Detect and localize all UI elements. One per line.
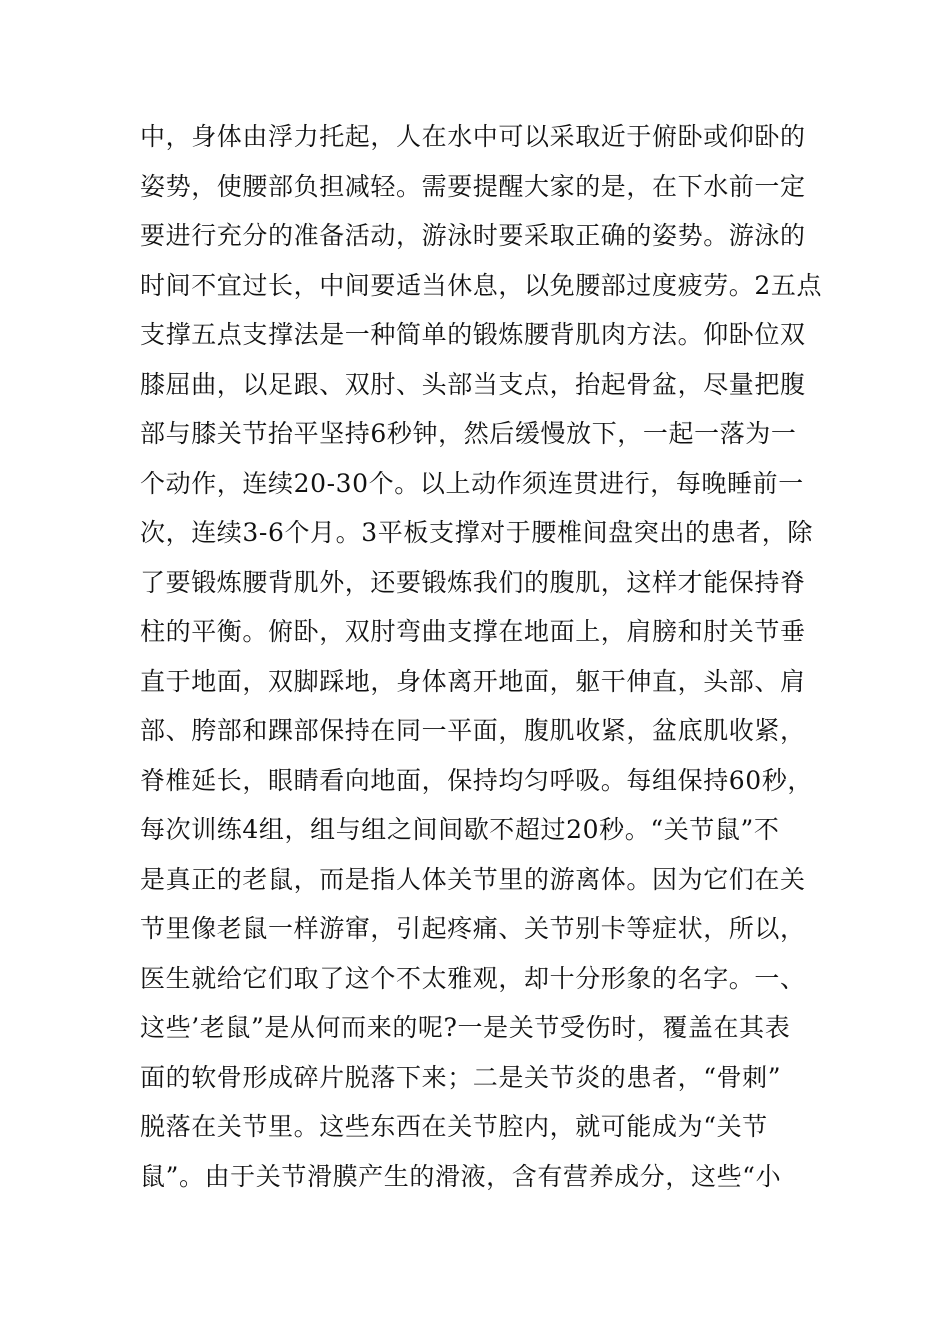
text-line-20: 面的软骨形成碎片脱落下来；二是关节炎的患者，“骨刺”	[140, 1062, 782, 1092]
text-line-19: 这些’老鼠”是从何而来的呢?一是关节受伤时，覆盖在其表	[140, 1013, 791, 1042]
text-line-16: 是真正的老鼠，而是指人体关节里的游离体。因为它们在关	[140, 864, 806, 894]
text-line-18: 医生就给它们取了这个不太雅观，却十分形象的名字。一、	[140, 963, 806, 993]
text-line-11: 柱的平衡。俯卧，双肘弯曲支撑在地面上，肩膀和肘关节垂	[140, 617, 806, 646]
text-line-17: 节里像老鼠一样游窜，引起疼痛、关节别卡等症状，所以，	[140, 914, 806, 943]
text-line-4: 时间不宜过长，中间要适当休息，以免腰部过度疲劳。2五点	[140, 270, 823, 300]
text-line-7: 部与膝关节抬平坚持6秒钟，然后缓慢放下，一起一落为一	[140, 419, 797, 448]
text-line-12: 直于地面，双脚踩地，身体离开地面，躯干伸直，头部、肩	[140, 666, 806, 696]
text-line-1: 中，身体由浮力托起，人在水中可以采取近于俯卧或仰卧的	[140, 122, 806, 151]
text-line-15: 每次训练4组，组与组之间间歇不超过20秒。“关节鼠”不	[140, 815, 780, 844]
text-line-14: 脊椎延长，眼睛看向地面，保持均匀呼吸。每组保持60秒，	[140, 765, 814, 795]
text-line-3: 要进行充分的准备活动，游泳时要采取正确的姿势。游泳的	[140, 221, 806, 250]
text-line-9: 次，连续3-6个月。3平板支撑对于腰椎间盘突出的患者，除	[140, 518, 813, 547]
text-line-22: 鼠”。由于关节滑膜产生的滑液，含有营养成分，这些“小	[140, 1161, 782, 1191]
text-line-6: 膝屈曲，以足跟、双肘、头部当支点，抬起骨盆，尽量把腹	[140, 369, 806, 399]
text-line-13: 部、胯部和踝部保持在同一平面，腹肌收紧，盆底肌收紧，	[140, 716, 806, 745]
text-line-10: 了要锻炼腰背肌外，还要锻炼我们的腹肌，这样才能保持脊	[140, 567, 806, 597]
text-line-21: 脱落在关节里。这些东西在关节腔内，就可能成为“关节	[140, 1112, 768, 1141]
text-line-5: 支撑五点支撑法是一种简单的锻炼腰背肌肉方法。仰卧位双	[140, 320, 806, 349]
body-text	[140, 112, 840, 1201]
text-line-8: 个动作，连续20-30个。以上动作须连贯进行，每晚睡前一	[140, 468, 804, 498]
text-line-2: 姿势，使腰部负担减轻。需要提醒大家的是，在下水前一定	[140, 171, 806, 201]
